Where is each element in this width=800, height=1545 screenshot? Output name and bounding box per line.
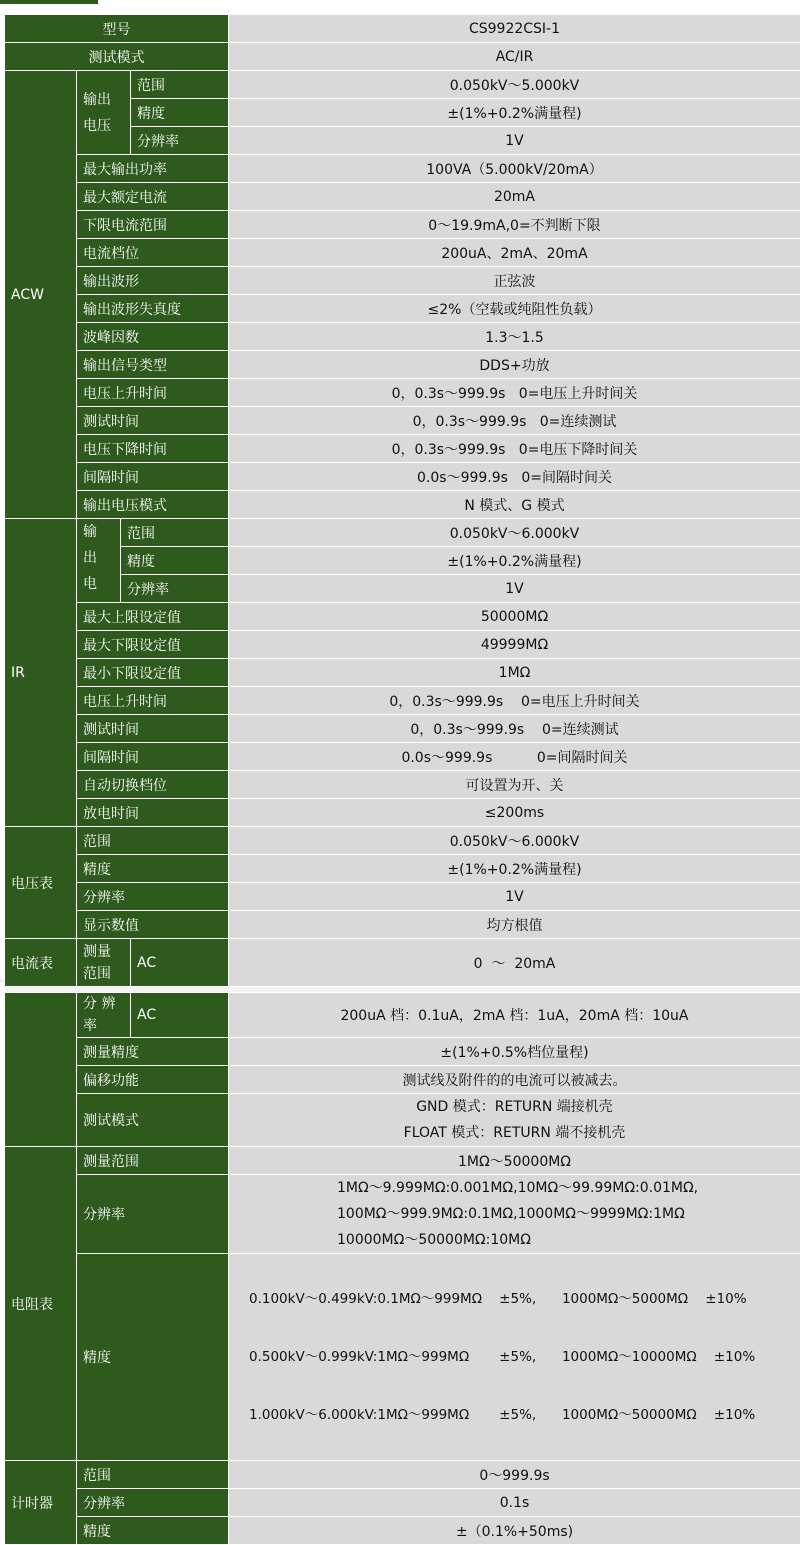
table-row <box>5 15 800 43</box>
table-row <box>5 883 800 911</box>
test-mode-label: 测试模式 <box>5 43 229 71</box>
ir-row-value: 0，0.3s～999.9s 0=连续测试 <box>229 715 800 743</box>
timer-row-label: 精度 <box>77 1517 229 1545</box>
acw-resolution-value: 1V <box>229 127 800 155</box>
ammeter-range-label-2: 范围 <box>83 963 124 985</box>
voltmeter-category: 电压表 <box>5 827 77 939</box>
ammeter-offset-label: 偏移功能 <box>77 1066 229 1094</box>
ammeter-range-value: 0 ～ 20mA <box>229 939 800 987</box>
table-row <box>5 267 800 295</box>
ohmmeter-acc-line: 0.100kV～0.499kV:0.1MΩ～999MΩ ±5%, 1000MΩ～5000MΩ ±10% <box>249 1286 794 1312</box>
table-row <box>5 239 800 267</box>
acw-row-label: 输出电压模式 <box>77 491 229 519</box>
ir-row-value: 0，0.3s～999.9s 0=电压上升时间关 <box>229 687 800 715</box>
voltmeter-row-label: 范围 <box>77 827 229 855</box>
ir-row-label: 测试时间 <box>77 715 229 743</box>
table-row <box>5 631 800 659</box>
table-row <box>5 1147 800 1175</box>
ohmmeter-res-line: 1MΩ～9.999MΩ:0.001MΩ,10MΩ～99.99MΩ:0.01MΩ, <box>337 1175 794 1201</box>
ir-row-value: 1MΩ <box>229 659 800 687</box>
acw-row-value: ≤2%（空载或纯阻性负载） <box>229 295 800 323</box>
ir-row-label: 放电时间 <box>77 799 229 827</box>
acw-output-voltage-label <box>77 71 131 155</box>
table-row <box>5 491 800 519</box>
timer-row-label: 范围 <box>77 1461 229 1489</box>
acw-resolution-label: 分辨率 <box>131 127 229 155</box>
table-row <box>5 43 800 71</box>
ir-accuracy-label: 精度 <box>121 547 229 575</box>
table-row <box>5 519 800 547</box>
table-row <box>5 743 800 771</box>
acw-row-label: 波峰因数 <box>77 323 229 351</box>
ohmmeter-acc-line: 1.000kV～6.000kV:1MΩ～999MΩ ±5%, 1000MΩ～50000MΩ ±10% <box>249 1402 794 1428</box>
ir-resolution-label: 分辨率 <box>121 575 229 603</box>
table-row <box>5 911 800 939</box>
acw-row-value: N 模式、G 模式 <box>229 491 800 519</box>
acw-range-value: 0.050kV～5.000kV <box>229 71 800 99</box>
ohmmeter-acc-line: 0.500kV～0.999kV:1MΩ～999MΩ ±5%, 1000MΩ～10000MΩ ±10% <box>249 1344 794 1370</box>
table-row <box>5 547 800 575</box>
voltmeter-row-label: 分辨率 <box>77 883 229 911</box>
ohmmeter-range-label: 测量范围 <box>77 1147 229 1175</box>
ohmmeter-range-value: 1MΩ～50000MΩ <box>229 1147 800 1175</box>
table-row <box>5 1066 800 1094</box>
table-row <box>5 855 800 883</box>
voltmeter-row-label: 精度 <box>77 855 229 883</box>
acw-row-value: 200uA、2mA、20mA <box>229 239 800 267</box>
table-row <box>5 603 800 631</box>
ammeter-offset-value: 测试线及附件的的电流可以被减去。 <box>229 1066 800 1094</box>
timer-category: 计时器 <box>5 1461 77 1545</box>
acw-row-label: 最大额定电流 <box>77 183 229 211</box>
acw-row-label: 电压下降时间 <box>77 435 229 463</box>
ir-row-value: 50000MΩ <box>229 603 800 631</box>
ohmmeter-res-label: 分辨率 <box>77 1175 229 1254</box>
acw-row-label: 输出信号类型 <box>77 351 229 379</box>
table-row <box>5 1517 800 1545</box>
table-row <box>5 211 800 239</box>
ammeter-res-label <box>77 993 131 1038</box>
acw-accuracy-label: 精度 <box>131 99 229 127</box>
ir-row-label: 间隔时间 <box>77 743 229 771</box>
table-row <box>5 71 800 99</box>
acw-row-value: 0，0.3s～999.9s 0=连续测试 <box>229 407 800 435</box>
acw-accuracy-value: ±(1%+0.2%满量程) <box>229 99 800 127</box>
table-row <box>5 295 800 323</box>
ir-output-voltage-label <box>77 519 121 603</box>
top-accent-bar <box>0 0 98 4</box>
ammeter-range-ac: AC <box>131 939 229 987</box>
ir-row-label: 自动切换档位 <box>77 771 229 799</box>
ir-row-label: 电压上升时间 <box>77 687 229 715</box>
table-row <box>5 939 800 987</box>
table-row <box>5 407 800 435</box>
table-row <box>5 1038 800 1066</box>
ammeter-continued <box>5 993 77 1147</box>
ir-vert-3: 电 <box>83 571 114 597</box>
ir-row-label: 最小下限设定值 <box>77 659 229 687</box>
ir-row-label: 最大下限设定值 <box>77 631 229 659</box>
ammeter-range-label <box>77 939 131 987</box>
acw-row-value: 20mA <box>229 183 800 211</box>
ammeter-res-label-1: 分 辨 <box>83 993 124 1015</box>
ir-row-value: ≤200ms <box>229 799 800 827</box>
acw-output-voltage-label-1: 输出 <box>83 87 124 113</box>
voltmeter-row-value: 1V <box>229 883 800 911</box>
ir-category: IR <box>5 519 77 827</box>
table-row <box>5 1175 800 1254</box>
ir-row-value: 0.0s～999.9s 0=间隔时间关 <box>229 743 800 771</box>
table-row <box>5 155 800 183</box>
ohmmeter-res-value <box>229 1175 800 1254</box>
ammeter-range-label-1: 测量 <box>83 941 124 963</box>
table-row <box>5 715 800 743</box>
ammeter-res-ac: AC <box>131 993 229 1038</box>
ammeter-res-label-2: 率 <box>83 1015 124 1037</box>
table-row <box>5 1489 800 1517</box>
acw-row-value: 正弦波 <box>229 267 800 295</box>
voltmeter-row-value: ±(1%+0.2%满量程) <box>229 855 800 883</box>
ohmmeter-res-line: 100MΩ～999.9MΩ:0.1MΩ,1000MΩ～9999MΩ:1MΩ <box>337 1201 794 1227</box>
table-row <box>5 351 800 379</box>
acw-category: ACW <box>5 71 77 519</box>
table-row <box>5 687 800 715</box>
acw-row-value: 0～19.9mA,0=不判断下限 <box>229 211 800 239</box>
acw-row-label: 输出波形 <box>77 267 229 295</box>
voltmeter-row-label: 显示数值 <box>77 911 229 939</box>
ir-range-value: 0.050kV～6.000kV <box>229 519 800 547</box>
acw-row-value: 100VA（5.000kV/20mA） <box>229 155 800 183</box>
ammeter-mode-line-2: FLOAT 模式：RETURN 端不接机壳 <box>235 1120 794 1146</box>
acw-row-value: 1.3～1.5 <box>229 323 800 351</box>
timer-row-value: ±（0.1%+50ms) <box>229 1517 800 1545</box>
table-row <box>5 827 800 855</box>
ir-vert-2: 出 <box>83 545 114 571</box>
spec-table <box>4 14 800 1545</box>
ohmmeter-category: 电阻表 <box>5 1147 77 1461</box>
table-row <box>5 993 800 1038</box>
acw-row-label: 最大输出功率 <box>77 155 229 183</box>
acw-row-value: 0.0s～999.9s 0=间隔时间关 <box>229 463 800 491</box>
table-row <box>5 1254 800 1461</box>
acw-row-value: 0，0.3s～999.9s 0=电压下降时间关 <box>229 435 800 463</box>
ammeter-accuracy-label: 测量精度 <box>77 1038 229 1066</box>
model-value: CS9922CSI-1 <box>229 15 800 43</box>
table-row <box>5 1461 800 1489</box>
acw-row-label: 输出波形失真度 <box>77 295 229 323</box>
table-row <box>5 435 800 463</box>
voltmeter-row-value: 0.050kV～6.000kV <box>229 827 800 855</box>
ammeter-mode-line-1: GND 模式：RETURN 端接机壳 <box>235 1094 794 1120</box>
table-row <box>5 379 800 407</box>
table-row <box>5 463 800 491</box>
ohmmeter-acc-value <box>229 1254 800 1461</box>
ammeter-category: 电流表 <box>5 939 77 987</box>
ir-accuracy-value: ±(1%+0.2%满量程) <box>229 547 800 575</box>
acw-output-voltage-label-2: 电压 <box>83 113 124 139</box>
ir-row-value: 可设置为开、关 <box>229 771 800 799</box>
table-row <box>5 575 800 603</box>
ir-row-value: 49999MΩ <box>229 631 800 659</box>
timer-row-label: 分辨率 <box>77 1489 229 1517</box>
table-row <box>5 799 800 827</box>
table-row <box>5 183 800 211</box>
ammeter-mode-value <box>229 1094 800 1147</box>
acw-row-value: DDS+功放 <box>229 351 800 379</box>
test-mode-value: AC/IR <box>229 43 800 71</box>
voltmeter-row-value: 均方根值 <box>229 911 800 939</box>
table-row <box>5 771 800 799</box>
table-row <box>5 659 800 687</box>
acw-row-label: 间隔时间 <box>77 463 229 491</box>
ammeter-accuracy-value: ±(1%+0.5%档位量程) <box>229 1038 800 1066</box>
acw-row-value: 0，0.3s～999.9s 0=电压上升时间关 <box>229 379 800 407</box>
model-label: 型号 <box>5 15 229 43</box>
ir-vert-1: 输 <box>83 519 114 545</box>
acw-row-label: 电流档位 <box>77 239 229 267</box>
timer-row-value: 0.1s <box>229 1489 800 1517</box>
ammeter-res-value: 200uA 档：0.1uA，2mA 档：1uA，20mA 档：10uA <box>229 993 800 1038</box>
ohmmeter-acc-label: 精度 <box>77 1254 229 1461</box>
ir-range-label: 范围 <box>121 519 229 547</box>
ohmmeter-res-line: 10000MΩ～50000MΩ:10MΩ <box>337 1227 794 1253</box>
ir-resolution-value: 1V <box>229 575 800 603</box>
timer-row-value: 0～999.9s <box>229 1461 800 1489</box>
table-row <box>5 323 800 351</box>
ir-row-label: 最大上限设定值 <box>77 603 229 631</box>
acw-row-label: 电压上升时间 <box>77 379 229 407</box>
acw-range-label: 范围 <box>131 71 229 99</box>
ammeter-mode-label: 测试模式 <box>77 1094 229 1147</box>
acw-row-label: 下限电流范围 <box>77 211 229 239</box>
acw-row-label: 测试时间 <box>77 407 229 435</box>
table-row <box>5 1094 800 1147</box>
